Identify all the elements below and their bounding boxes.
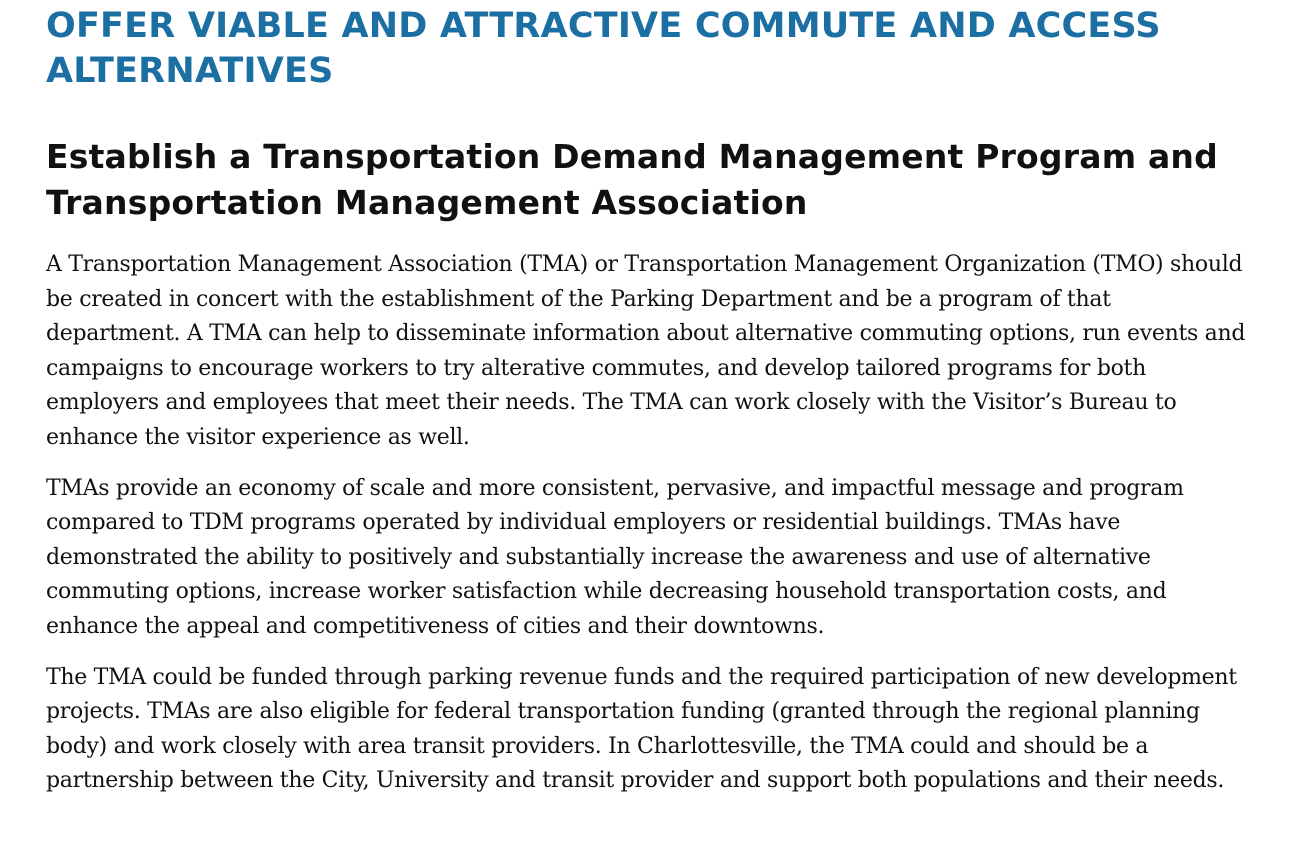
paragraph-tma-funding: The TMA could be funded through parking revenue funds and the required participation of new development projects. TMAs are also eligible for federal transportation funding (granted through the regional planning body) and work closely with area transit providers. In Charlottesville, the TMA could and should be a partnership between the City, University and transit provider and support both populations and their needs. bbox=[46, 664, 1237, 794]
paragraph-tma-benefits: TMAs provide an economy of scale and more consistent, pervasive, and impactful message and program compared to TDM programs operated by individual employers or residential buildings. TMAs have demonstrated the ability to positively and substantially increase the awareness and use of alternative commuting options, increase worker satisfaction while decreasing household transportation costs, and enhance the appeal and competitiveness of cities and their downtowns. bbox=[46, 475, 1184, 639]
document-page bbox=[46, 4, 1246, 799]
paragraph-tma-overview: A Transportation Management Association (TMA) or Transportation Management Organization (TMO) should be created in concert with the establishment of the Parking Department and be a program of that department. A TMA can help to disseminate information about alternative commuting options, run events and campaigns to encourage workers to try alterative commutes, and develop tailored programs for both employers and employees that meet their needs. The TMA can work closely with the Visitor’s Bureau to enhance the visitor experience as well. bbox=[46, 252, 1246, 450]
section-heading: OFFER VIABLE AND ATTRACTIVE COMMUTE AND ACCESS ALTERNATIVES bbox=[46, 6, 1161, 91]
subheading: Establish a Transportation Demand Management Program and Transportation Management Association bbox=[46, 137, 1218, 222]
